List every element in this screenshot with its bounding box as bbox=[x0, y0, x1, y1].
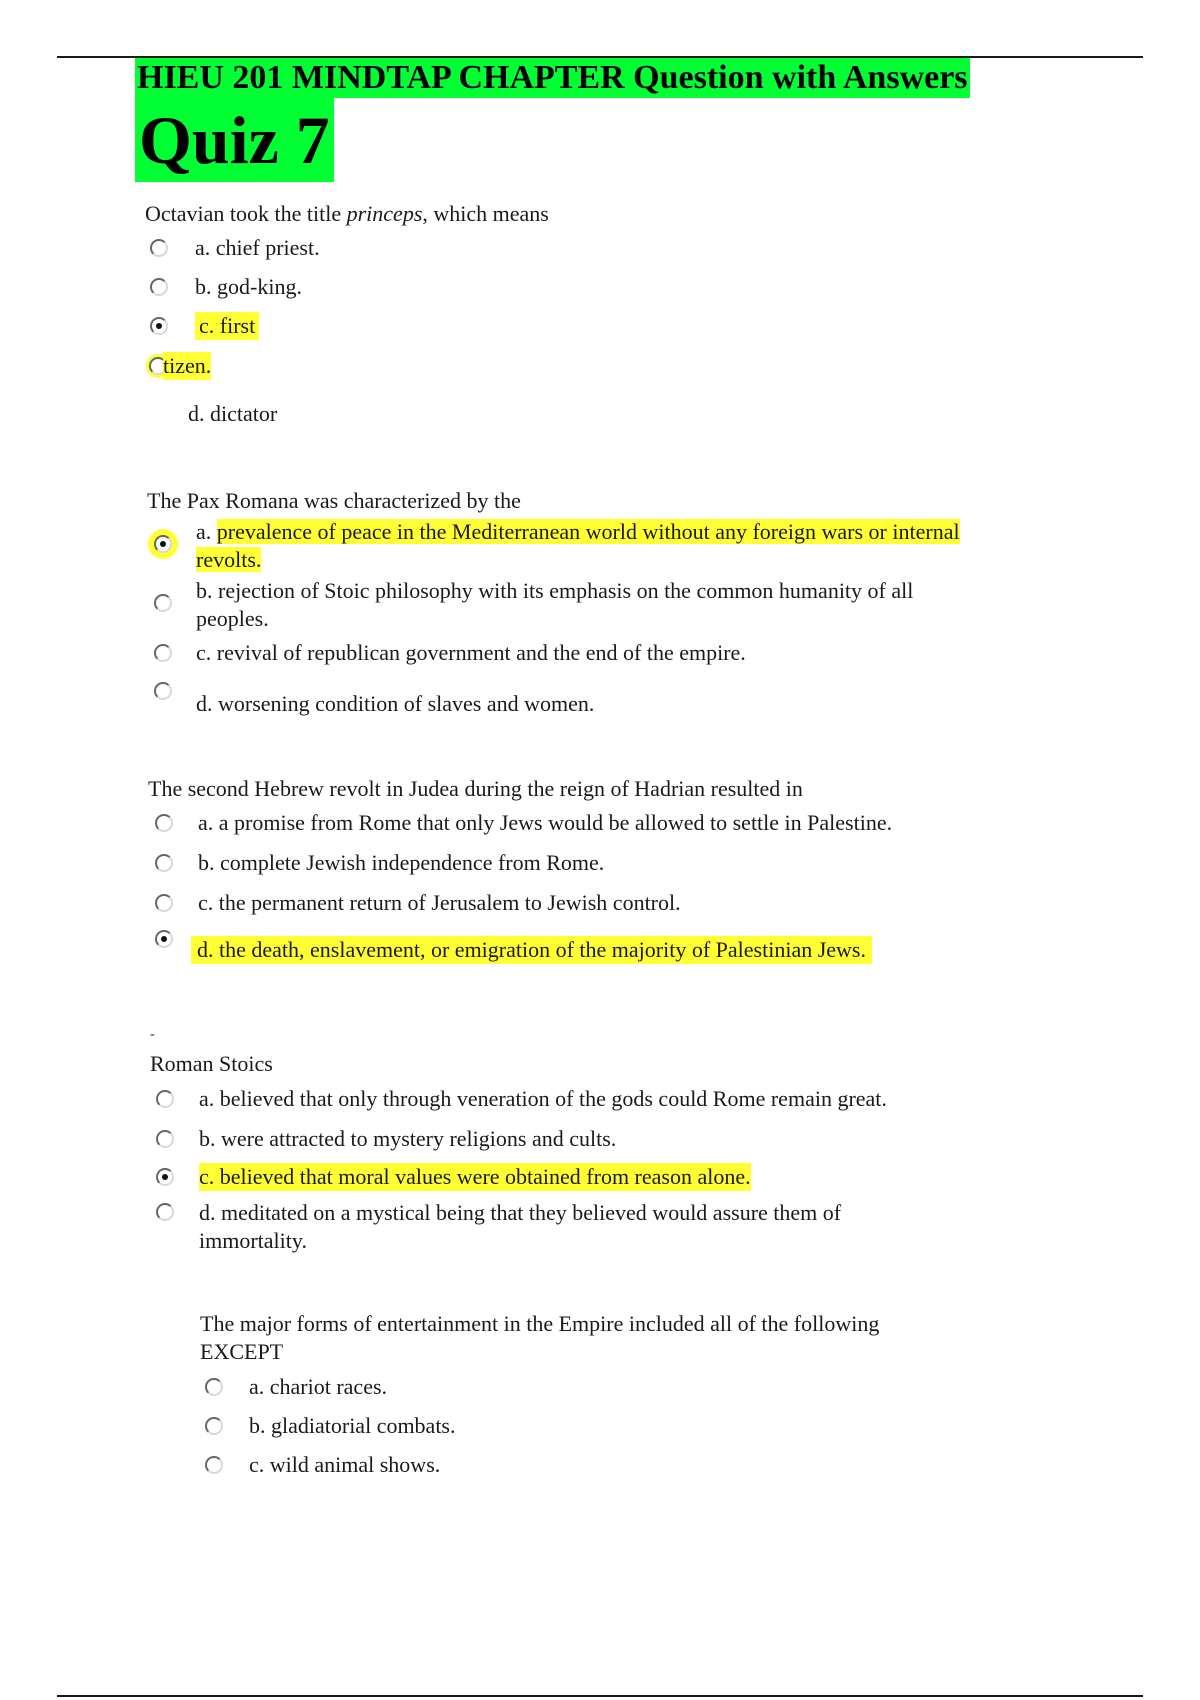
q2-option-c-radio[interactable] bbox=[154, 644, 172, 662]
q1-option-b-radio[interactable] bbox=[150, 278, 168, 296]
q5-option-c: c. wild animal shows. bbox=[249, 1452, 441, 1477]
q2-option-a-radio[interactable] bbox=[154, 535, 172, 553]
q4-option-c-answer: c. believed that moral values were obtained from reason alone. bbox=[199, 1164, 751, 1189]
q2-option-a: a. prevalence of peace in the Mediterranean world without any foreign wars or internal revolts. bbox=[196, 519, 960, 572]
question-1-stem: Octavian took the title princeps, which means bbox=[145, 201, 549, 226]
q4-option-a: a. believed that only through veneration of the gods could Rome remain great. bbox=[199, 1086, 887, 1111]
q2-option-a-answer-wrap: revolts. bbox=[196, 547, 262, 572]
q4-option-c-radio[interactable] bbox=[156, 1168, 174, 1186]
q3-option-a-radio[interactable] bbox=[155, 814, 173, 832]
question-3-stem: The second Hebrew revolt in Judea during the reign of Hadrian resulted in bbox=[148, 776, 803, 801]
question-5-stem: The major forms of entertainment in the Empire included all of the following EXCEPT bbox=[200, 1311, 880, 1364]
q5-option-b: b. gladiatorial combats. bbox=[249, 1413, 456, 1438]
q3-option-a: a. a promise from Rome that only Jews would be allowed to settle in Palestine. bbox=[198, 810, 893, 835]
quiz-title: Quiz 7 bbox=[135, 98, 334, 182]
q4-option-b-radio[interactable] bbox=[156, 1130, 174, 1148]
q3-option-d-radio[interactable] bbox=[155, 930, 173, 948]
q1-option-a-radio[interactable] bbox=[150, 239, 168, 257]
q2-option-d: d. worsening condition of slaves and women. bbox=[196, 691, 595, 716]
q2-option-b: b. rejection of Stoic philosophy with its emphasis on the common humanity of all peoples. bbox=[196, 578, 914, 631]
q1-option-c-radio[interactable] bbox=[150, 317, 168, 335]
q3-option-c-radio[interactable] bbox=[155, 894, 173, 912]
bottom-rule bbox=[57, 1695, 1143, 1697]
q1-option-d: d. dictator bbox=[188, 401, 278, 426]
q2-option-c: c. revival of republican government and the end of the empire. bbox=[196, 640, 746, 665]
q1-option-c-answer: c. first bbox=[195, 312, 259, 340]
q3-option-b-radio[interactable] bbox=[155, 854, 173, 872]
q4-option-d: d. meditated on a mystical being that they believed would assure them of immortality. bbox=[199, 1200, 842, 1253]
q1-option-b: b. god-king. bbox=[195, 274, 302, 299]
q4-option-d-radio[interactable] bbox=[156, 1203, 174, 1221]
q5-option-a-radio[interactable] bbox=[205, 1378, 223, 1396]
stray-mark: - bbox=[150, 1027, 155, 1042]
q2-option-a-answer: prevalence of peace in the Mediterranean world without any foreign wars or internal bbox=[216, 519, 960, 544]
q4-option-a-radio[interactable] bbox=[156, 1090, 174, 1108]
question-2-stem: The Pax Romana was characterized by the bbox=[147, 488, 521, 513]
question-4-stem: Roman Stoics bbox=[150, 1051, 273, 1076]
q5-option-a: a. chariot races. bbox=[249, 1374, 388, 1399]
q5-option-b-radio[interactable] bbox=[205, 1417, 223, 1435]
princeps-term: princeps bbox=[346, 201, 423, 226]
q2-option-d-radio[interactable] bbox=[154, 682, 172, 700]
q4-option-b: b. were attracted to mystery religions and cults. bbox=[199, 1126, 617, 1151]
document-title: HIEU 201 MINDTAP CHAPTER Question with Answers bbox=[137, 59, 968, 96]
q1-option-a: a. chief priest. bbox=[195, 235, 320, 260]
q3-option-b: b. complete Jewish independence from Rome. bbox=[198, 850, 605, 875]
q3-option-d-answer: d. the death, enslavement, or emigration of the majority of Palestinian Jews. bbox=[191, 936, 872, 964]
q3-option-c: c. the permanent return of Jerusalem to Jewish control. bbox=[198, 890, 681, 915]
q2-option-b-radio[interactable] bbox=[154, 594, 172, 612]
q1-option-c-answer-wrap: tizen. bbox=[163, 353, 212, 378]
q5-option-c-radio[interactable] bbox=[205, 1456, 223, 1474]
